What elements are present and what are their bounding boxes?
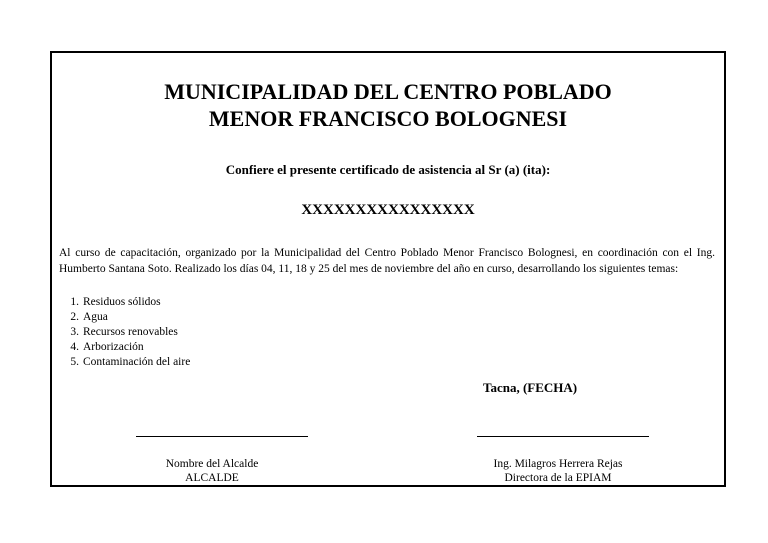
list-item-text: Arborización — [83, 341, 144, 353]
title-line-1: MUNICIPALIDAD DEL CENTRO POBLADO — [164, 79, 612, 104]
place-date: Tacna, (FECHA) — [483, 380, 578, 395]
list-item — [59, 325, 190, 340]
list-item-number: 3. — [70, 326, 79, 338]
signature-block-mayor — [102, 457, 322, 485]
list-item — [59, 355, 190, 370]
signatory-name: Nombre del Alcalde — [165, 458, 259, 470]
list-item-number: 2. — [70, 311, 79, 323]
signature-block-director — [448, 457, 668, 485]
topics-list — [59, 295, 190, 370]
list-item-text: Recursos renovables — [83, 326, 178, 338]
list-item — [59, 340, 190, 355]
list-item — [59, 310, 190, 325]
certificate-statement: Confiere el presente certificado de asistencia al Sr (a) (ita): — [225, 162, 551, 177]
recipient-name: XXXXXXXXXXXXXXXX — [301, 202, 475, 218]
list-item-text: Contaminación del aire — [83, 356, 191, 368]
certificate-frame — [50, 51, 726, 487]
list-item-number: 1. — [70, 296, 79, 308]
body-paragraph: Al curso de capacitación, organizado por la Municipalidad del Centro Poblado Menor Francisco Bolognesi, en coordinación con el Ing. Humberto Santana Soto. Realizado los días 04, 11, 18 y 25 del mes de noviembre del año en curso, desarrollando los siguientes temas: — [59, 247, 715, 275]
signatory-name: Ing. Milagros Herrera Rejas — [493, 458, 623, 470]
list-item-number: 4. — [70, 341, 79, 353]
list-item-number: 5. — [70, 356, 79, 368]
signatory-role: ALCALDE — [185, 472, 239, 484]
list-item-text: Agua — [83, 311, 108, 323]
title-line-2: MENOR FRANCISCO BOLOGNESI — [208, 106, 568, 131]
list-item-text: Residuos sólidos — [83, 296, 161, 308]
signatory-role: Directora de la EPIAM — [504, 472, 612, 484]
list-item — [59, 295, 190, 310]
signature-line-left — [136, 436, 308, 437]
signature-line-right — [477, 436, 649, 437]
